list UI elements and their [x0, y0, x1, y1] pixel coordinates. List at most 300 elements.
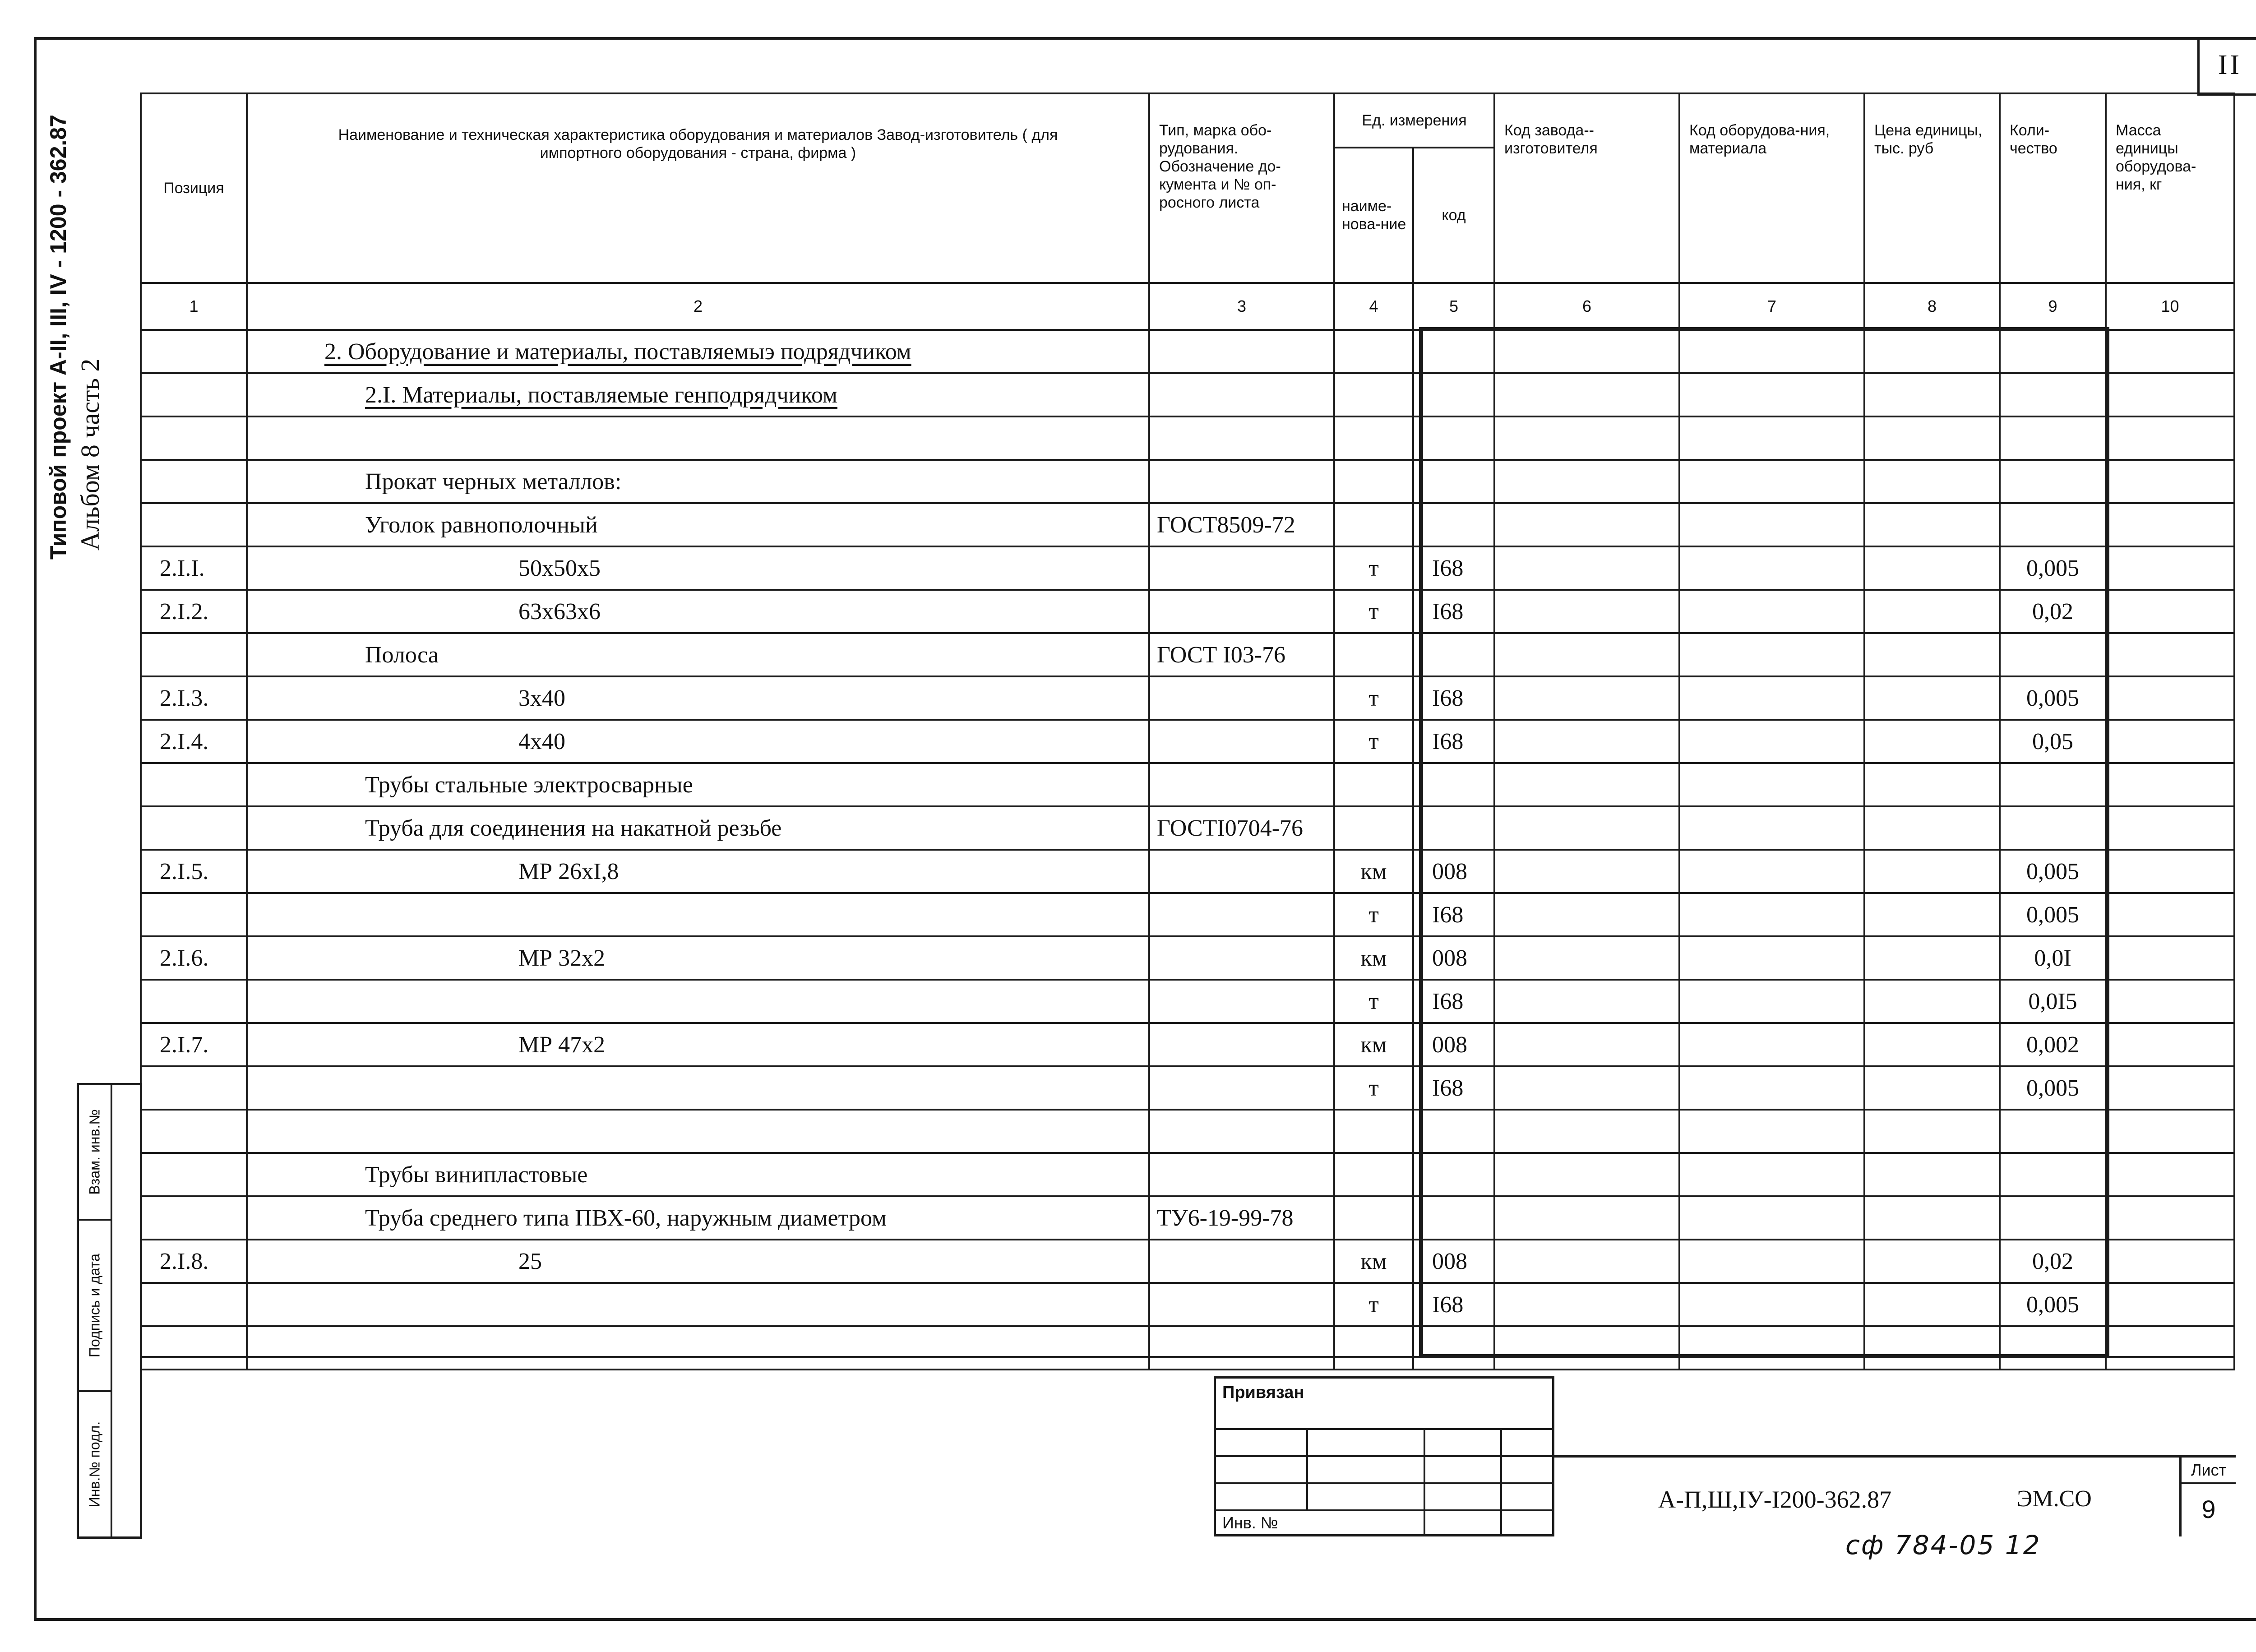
specification-table: [140, 93, 2235, 1370]
header-price: Цена единицы, тыс. руб: [1864, 93, 2000, 283]
row-price: [1864, 1153, 2000, 1196]
row-unit-name: [1334, 720, 1413, 763]
row-factory-code: [1494, 1023, 1679, 1066]
row-name: [247, 460, 1149, 503]
row-factory-code: [1494, 1066, 1679, 1110]
row-quantity: [2000, 936, 2106, 980]
column-number: 1: [141, 283, 247, 330]
row-unit-name: [1334, 1196, 1413, 1240]
row-equipment-code: [1679, 633, 1864, 676]
row-unit-name: [1334, 1023, 1413, 1066]
row-price: [1864, 806, 2000, 850]
row-position: [141, 1326, 247, 1370]
row-price: [1864, 676, 2000, 720]
row-factory-code: [1494, 676, 1679, 720]
row-name: [247, 1153, 1149, 1196]
row-unit-name: [1334, 1110, 1413, 1153]
row-quantity: [2000, 1153, 2106, 1196]
row-quantity: [2000, 720, 2106, 763]
row-unit-code: [1413, 590, 1494, 633]
row-equipment-code: [1679, 546, 1864, 590]
row-document: [1149, 1240, 1334, 1283]
column-number-row: [141, 283, 2234, 330]
row-price: [1864, 460, 2000, 503]
row-quantity: [2000, 373, 2106, 416]
row-position-text: 2.I.I.: [160, 555, 205, 581]
row-equipment-code: [1679, 1023, 1864, 1066]
row-unit-code-text: I68: [1432, 685, 1464, 711]
row-quantity-text: 0,005: [2026, 685, 2079, 711]
row-unit-code-text: I68: [1432, 1075, 1464, 1101]
row-position: [141, 1240, 247, 1283]
row-position-text: 2.I.4.: [160, 728, 209, 754]
row-mass: [2106, 676, 2234, 720]
row-position: [141, 1066, 247, 1110]
row-name: [247, 633, 1149, 676]
row-unit-name: [1334, 503, 1413, 546]
table-row: [141, 893, 2234, 936]
row-quantity-text: 0,005: [2026, 1075, 2079, 1101]
row-unit-code: [1413, 1110, 1494, 1153]
row-unit-code: [1413, 546, 1494, 590]
row-unit-code: [1413, 893, 1494, 936]
row-position-text: 2.I.6.: [160, 945, 209, 971]
row-position: [141, 936, 247, 980]
row-name: [247, 763, 1149, 806]
row-quantity: [2000, 460, 2106, 503]
row-document-text: ГОСТI0704-76: [1157, 815, 1304, 841]
row-document: [1149, 416, 1334, 460]
row-name: [247, 373, 1149, 416]
row-unit-name: [1334, 763, 1413, 806]
row-mass: [2106, 936, 2234, 980]
column-number: 9: [2000, 283, 2106, 330]
row-mass: [2106, 416, 2234, 460]
column-number: 6: [1494, 283, 1679, 330]
row-document-text: ГОСТ8509-72: [1157, 512, 1295, 538]
row-price: [1864, 720, 2000, 763]
header-name: Наименование и техническая характеристика оборудования и материалов Завод-изготовитель ( для импортного оборудования - страна, фирма ): [247, 93, 1149, 283]
row-factory-code: [1494, 763, 1679, 806]
stamp-cell-signature: [79, 1221, 111, 1392]
row-price: [1864, 590, 2000, 633]
row-mass: [2106, 1110, 2234, 1153]
row-price: [1864, 416, 2000, 460]
row-quantity-text: 0,0I5: [2028, 988, 2077, 1014]
row-quantity-text: 0,005: [2026, 858, 2079, 884]
row-quantity: [2000, 1240, 2106, 1283]
row-quantity: [2000, 1196, 2106, 1240]
row-price: [1864, 763, 2000, 806]
row-factory-code: [1494, 1153, 1679, 1196]
document-mark: ЭМ.СО: [2017, 1486, 2092, 1512]
row-equipment-code: [1679, 1196, 1864, 1240]
row-unit-name: [1334, 893, 1413, 936]
row-unit-code-text: 008: [1432, 1032, 1467, 1058]
table-row: [141, 1023, 2234, 1066]
row-quantity: [2000, 980, 2106, 1023]
row-position: [141, 590, 247, 633]
row-mass: [2106, 1066, 2234, 1110]
row-mass: [2106, 633, 2234, 676]
row-name: [247, 1066, 1149, 1110]
row-name-text: 4x40: [518, 728, 565, 754]
row-unit-name-text: т: [1368, 555, 1379, 581]
row-document: [1149, 1066, 1334, 1110]
row-factory-code: [1494, 1326, 1679, 1370]
row-document: [1149, 1196, 1334, 1240]
row-unit-code: [1413, 763, 1494, 806]
album-title: Альбом 8 часть 2: [75, 358, 105, 551]
table-row: [141, 330, 2234, 373]
row-mass: [2106, 893, 2234, 936]
row-mass: [2106, 590, 2234, 633]
sheet-number-top: II: [2197, 37, 2256, 96]
row-document: [1149, 330, 1334, 373]
row-document: [1149, 1326, 1334, 1370]
row-quantity: [2000, 590, 2106, 633]
binding-divider: [1424, 1428, 1425, 1536]
row-position: [141, 893, 247, 936]
row-name: [247, 416, 1149, 460]
row-mass: [2106, 1023, 2234, 1066]
row-position-text: 2.I.8.: [160, 1248, 209, 1274]
column-number: 10: [2106, 283, 2234, 330]
table-row: [141, 936, 2234, 980]
row-position-text: 2.I.7.: [160, 1032, 209, 1058]
row-equipment-code: [1679, 1326, 1864, 1370]
row-name: [247, 676, 1149, 720]
row-position: [141, 416, 247, 460]
row-unit-code-text: I68: [1432, 598, 1464, 625]
row-quantity: [2000, 676, 2106, 720]
row-quantity-text: 0,005: [2026, 902, 2079, 928]
row-name-text: 2. Оборудование и материалы, поставляемыэ подрядчиком: [324, 338, 911, 365]
row-position: [141, 720, 247, 763]
row-quantity-text: 0,0I: [2034, 945, 2071, 971]
row-unit-code-text: I68: [1432, 728, 1464, 754]
row-unit-name: [1334, 416, 1413, 460]
row-unit-name: [1334, 1326, 1413, 1370]
row-position: [141, 633, 247, 676]
header-type: Тип, марка обо-рудования. Обозначение до-кумента и № оп-росного листа: [1149, 93, 1334, 283]
row-position-text: 2.I.3.: [160, 685, 209, 711]
row-price: [1864, 633, 2000, 676]
row-name-text: Полоса: [365, 642, 439, 668]
row-unit-name: [1334, 546, 1413, 590]
row-document: [1149, 590, 1334, 633]
row-equipment-code: [1679, 980, 1864, 1023]
row-unit-code: [1413, 1196, 1494, 1240]
row-unit-code: [1413, 460, 1494, 503]
row-unit-name-text: км: [1360, 1248, 1387, 1274]
row-document-text: ТУ6-19-99-78: [1157, 1205, 1294, 1231]
row-quantity: [2000, 633, 2106, 676]
table-row: [141, 720, 2234, 763]
row-factory-code: [1494, 980, 1679, 1023]
row-equipment-code: [1679, 1283, 1864, 1326]
row-mass: [2106, 460, 2234, 503]
column-number: 2: [247, 283, 1149, 330]
row-document: [1149, 1110, 1334, 1153]
row-factory-code: [1494, 1240, 1679, 1283]
row-unit-name: [1334, 980, 1413, 1023]
row-document: [1149, 633, 1334, 676]
row-document: [1149, 1283, 1334, 1326]
row-document: [1149, 1023, 1334, 1066]
row-position: [141, 676, 247, 720]
row-unit-name-text: т: [1368, 1075, 1379, 1101]
row-factory-code: [1494, 416, 1679, 460]
row-unit-name: [1334, 850, 1413, 893]
row-position: [141, 850, 247, 893]
row-unit-code: [1413, 936, 1494, 980]
row-factory-code: [1494, 503, 1679, 546]
row-document: [1149, 893, 1334, 936]
table-row: [141, 1196, 2234, 1240]
row-quantity: [2000, 893, 2106, 936]
side-title: [45, 108, 105, 560]
table-row: [141, 503, 2234, 546]
table-row: [141, 1326, 2234, 1370]
row-unit-name-text: т: [1368, 598, 1379, 625]
row-price: [1864, 1240, 2000, 1283]
row-unit-code-text: I68: [1432, 902, 1464, 928]
row-equipment-code: [1679, 330, 1864, 373]
column-number: 3: [1149, 283, 1334, 330]
row-position: [141, 1023, 247, 1066]
row-quantity-text: 0,005: [2026, 1291, 2079, 1318]
document-code: А-П,Ш,IУ-I200-362.87: [1658, 1486, 1892, 1513]
row-mass: [2106, 763, 2234, 806]
row-equipment-code: [1679, 720, 1864, 763]
row-unit-name: [1334, 460, 1413, 503]
row-equipment-code: [1679, 373, 1864, 416]
row-name-text: 3x40: [518, 685, 565, 711]
row-position: [141, 980, 247, 1023]
row-quantity: [2000, 1066, 2106, 1110]
header-quantity: Коли-чество: [2000, 93, 2106, 283]
row-equipment-code: [1679, 763, 1864, 806]
row-factory-code: [1494, 460, 1679, 503]
row-unit-name: [1334, 806, 1413, 850]
table-row: [141, 763, 2234, 806]
row-document: [1149, 720, 1334, 763]
column-number: 5: [1413, 283, 1494, 330]
row-mass: [2106, 720, 2234, 763]
row-name: [247, 1023, 1149, 1066]
stamp-label-inventory: Инв.№ подл.: [86, 1421, 103, 1508]
row-name: [247, 330, 1149, 373]
row-name: [247, 980, 1149, 1023]
row-price: [1864, 503, 2000, 546]
row-name: [247, 893, 1149, 936]
table-row: [141, 373, 2234, 416]
row-name: [247, 1240, 1149, 1283]
row-equipment-code: [1679, 1110, 1864, 1153]
sheet-cell: [2179, 1458, 2236, 1536]
row-mass: [2106, 806, 2234, 850]
row-equipment-code: [1679, 850, 1864, 893]
row-equipment-code: [1679, 893, 1864, 936]
row-mass: [2106, 1153, 2234, 1196]
row-price: [1864, 1283, 2000, 1326]
row-mass: [2106, 1240, 2234, 1283]
binding-label: Привязан: [1222, 1383, 1304, 1402]
row-equipment-code: [1679, 1153, 1864, 1196]
title-block: [1552, 1455, 2236, 1536]
row-name-text: МР 47x2: [518, 1032, 606, 1058]
row-quantity-text: 0,02: [2032, 1248, 2073, 1274]
row-unit-code: [1413, 850, 1494, 893]
approval-stamp-column: [77, 1083, 142, 1539]
row-factory-code: [1494, 590, 1679, 633]
table-row: [141, 1110, 2234, 1153]
row-name-text: Трубы винипластовые: [365, 1161, 588, 1188]
row-factory-code: [1494, 893, 1679, 936]
column-number: 8: [1864, 283, 2000, 330]
table-row: [141, 1066, 2234, 1110]
row-document: [1149, 763, 1334, 806]
row-price: [1864, 546, 2000, 590]
row-unit-code-text: I68: [1432, 988, 1464, 1014]
row-document-text: ГОСТ I03-76: [1157, 642, 1286, 668]
row-quantity: [2000, 503, 2106, 546]
row-quantity: [2000, 1326, 2106, 1370]
row-unit-code-text: I68: [1432, 1291, 1464, 1318]
row-name-text: Труба среднего типа ПВХ-60, наружным диаметром: [365, 1205, 887, 1231]
row-unit-code-text: I68: [1432, 555, 1464, 581]
row-price: [1864, 1066, 2000, 1110]
row-position: [141, 546, 247, 590]
row-factory-code: [1494, 546, 1679, 590]
table-bottom-rule: [140, 1356, 2233, 1358]
row-unit-name: [1334, 1066, 1413, 1110]
row-unit-code: [1413, 330, 1494, 373]
row-position-text: 2.I.2.: [160, 598, 209, 625]
row-unit-name: [1334, 373, 1413, 416]
row-mass: [2106, 546, 2234, 590]
binding-divider: [1306, 1428, 1308, 1509]
row-name-text: 63x63x6: [518, 598, 601, 625]
row-equipment-code: [1679, 936, 1864, 980]
table-row: [141, 590, 2234, 633]
row-price: [1864, 1023, 2000, 1066]
row-position-text: 2.I.5.: [160, 858, 209, 884]
column-number: 7: [1679, 283, 1864, 330]
row-name-text: 50x50x5: [518, 555, 601, 581]
binding-divider: [1500, 1428, 1502, 1536]
header-unit-code: код: [1413, 148, 1494, 283]
row-position: [141, 330, 247, 373]
row-unit-name-text: т: [1368, 902, 1379, 928]
row-equipment-code: [1679, 416, 1864, 460]
row-unit-code: [1413, 633, 1494, 676]
project-title: Типовой проект А-II, III, IV - 1200 - 362.87: [46, 115, 71, 560]
row-unit-name-text: т: [1368, 685, 1379, 711]
binding-stamp: [1214, 1376, 1554, 1536]
row-name: [247, 936, 1149, 980]
row-quantity: [2000, 763, 2106, 806]
row-unit-code: [1413, 503, 1494, 546]
row-document: [1149, 546, 1334, 590]
row-position: [141, 806, 247, 850]
sheet-value: 9: [2201, 1495, 2216, 1523]
row-factory-code: [1494, 633, 1679, 676]
table-row: [141, 546, 2234, 590]
row-document: [1149, 1153, 1334, 1196]
row-equipment-code: [1679, 460, 1864, 503]
row-unit-name: [1334, 1153, 1413, 1196]
row-quantity-text: 0,005: [2026, 555, 2079, 581]
row-unit-code: [1413, 806, 1494, 850]
row-document: [1149, 503, 1334, 546]
row-name-text: Трубы стальные электросварные: [365, 772, 693, 798]
row-name-text: Труба для соединения на накатной резьбе: [365, 815, 782, 841]
row-position: [141, 460, 247, 503]
row-equipment-code: [1679, 1066, 1864, 1110]
row-quantity-text: 0,02: [2032, 598, 2073, 625]
row-name: [247, 1196, 1149, 1240]
row-price: [1864, 373, 2000, 416]
row-unit-code: [1413, 676, 1494, 720]
row-position: [141, 763, 247, 806]
row-unit-code: [1413, 980, 1494, 1023]
row-unit-name: [1334, 936, 1413, 980]
row-factory-code: [1494, 1196, 1679, 1240]
row-unit-name-text: км: [1360, 1032, 1387, 1058]
row-unit-name-text: км: [1360, 858, 1387, 884]
table-row: [141, 676, 2234, 720]
row-document: [1149, 850, 1334, 893]
row-name: [247, 590, 1149, 633]
table-row: [141, 806, 2234, 850]
row-mass: [2106, 503, 2234, 546]
row-price: [1864, 936, 2000, 980]
row-quantity: [2000, 546, 2106, 590]
row-price: [1864, 1110, 2000, 1153]
row-factory-code: [1494, 1110, 1679, 1153]
header-equipment-code: Код оборудова-ния, материала: [1679, 93, 1864, 283]
row-equipment-code: [1679, 590, 1864, 633]
row-unit-name-text: т: [1368, 988, 1379, 1014]
row-quantity: [2000, 330, 2106, 373]
row-factory-code: [1494, 720, 1679, 763]
row-unit-code-text: 008: [1432, 945, 1467, 971]
stamp-divider: [111, 1085, 112, 1536]
table-row: [141, 460, 2234, 503]
row-name: [247, 503, 1149, 546]
row-position: [141, 1283, 247, 1326]
row-mass: [2106, 330, 2234, 373]
row-position: [141, 1153, 247, 1196]
table-row: [141, 1153, 2234, 1196]
stamp-label-replacement: Взам. инв.№: [86, 1109, 103, 1195]
column-number: 4: [1334, 283, 1413, 330]
row-unit-name: [1334, 330, 1413, 373]
stamp-cell-replacement: [79, 1085, 111, 1221]
row-quantity: [2000, 1023, 2106, 1066]
table-row: [141, 1283, 2234, 1326]
row-name: [247, 1283, 1149, 1326]
row-unit-code: [1413, 1240, 1494, 1283]
row-unit-code-text: 008: [1432, 858, 1467, 884]
row-unit-name: [1334, 1240, 1413, 1283]
row-mass: [2106, 373, 2234, 416]
row-name: [247, 850, 1149, 893]
row-mass: [2106, 1283, 2234, 1326]
row-name: [247, 720, 1149, 763]
